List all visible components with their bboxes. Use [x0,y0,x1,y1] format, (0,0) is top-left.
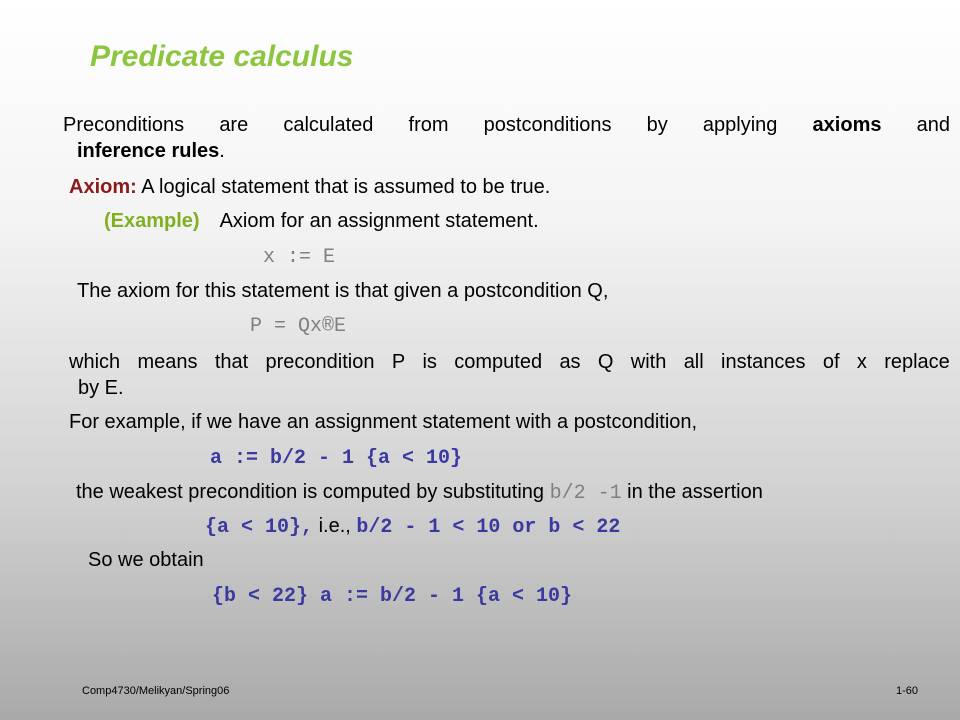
intro-word: by [646,114,668,136]
inference-rules-text: inference rules [77,140,220,162]
example-line [104,210,539,233]
which-word: instances [721,351,806,373]
sub-code-b: b/2 - 1 < 10 or b < 22 [356,516,621,539]
footer-page-number: 1-60 [896,685,919,697]
which-word: with [630,351,667,373]
which-word: as [559,351,581,373]
which-word: means [137,351,198,373]
intro-word: and [916,114,950,136]
for-example-line: For example, if we have an assignment statement with a postcondition, [69,411,698,433]
weakest-code: b/2 -1 [549,482,622,505]
which-word: replace [884,351,950,373]
slide-title: Predicate calculus [90,40,354,73]
axiom-line [69,176,550,199]
which-word: of [822,351,840,373]
intro-word: Preconditions [63,114,185,136]
example-text: Axiom for an assignment statement. [219,210,539,232]
which-continuation: by E. [78,377,124,399]
which-word: Q [597,351,614,373]
intro-word: are [219,114,249,136]
which-word: all [683,351,704,373]
which-word: that [214,351,249,373]
which-word: computed [454,351,543,373]
intro-word-bold: axioms [812,114,882,136]
axiom-intro: The axiom for this statement is that given a postcondition Q, [77,280,609,302]
which-line [69,351,950,374]
intro-line [63,114,950,137]
intro-word: postconditions [483,114,612,136]
axiom-text: A logical statement that is assumed to be true. [136,176,551,198]
which-word: is [422,351,437,373]
assignment-code: a := b/2 - 1 {a < 10} [210,447,463,470]
example-label: (Example) [104,210,200,232]
so-we-obtain: So we obtain [88,549,204,571]
sub-ie: i.e., [313,515,357,537]
axiom-label: Axiom: [69,176,137,198]
which-word: which [69,351,121,373]
intro-period: . [219,140,225,162]
which-word: precondition [265,351,375,373]
sub-code-a: {a < 10}, [205,516,314,539]
weakest-line [76,481,763,505]
weakest-post-text: in the assertion [621,481,763,503]
footer-course: Comp4730/Melikyan/Spring06 [82,685,230,697]
which-word: x [856,351,867,373]
final-code: {b < 22} a := b/2 - 1 {a < 10} [212,585,573,608]
assign-code: x := E [263,246,336,269]
weakest-pre-text: the weakest precondition is computed by substituting [76,481,550,503]
substitution-line [205,515,620,539]
intro-continuation [77,140,225,163]
intro-word: calculated [283,114,374,136]
intro-word: from [408,114,449,136]
intro-word: applying [702,114,778,136]
which-word: P [391,351,406,373]
formula: P = Qx®E [250,315,347,338]
